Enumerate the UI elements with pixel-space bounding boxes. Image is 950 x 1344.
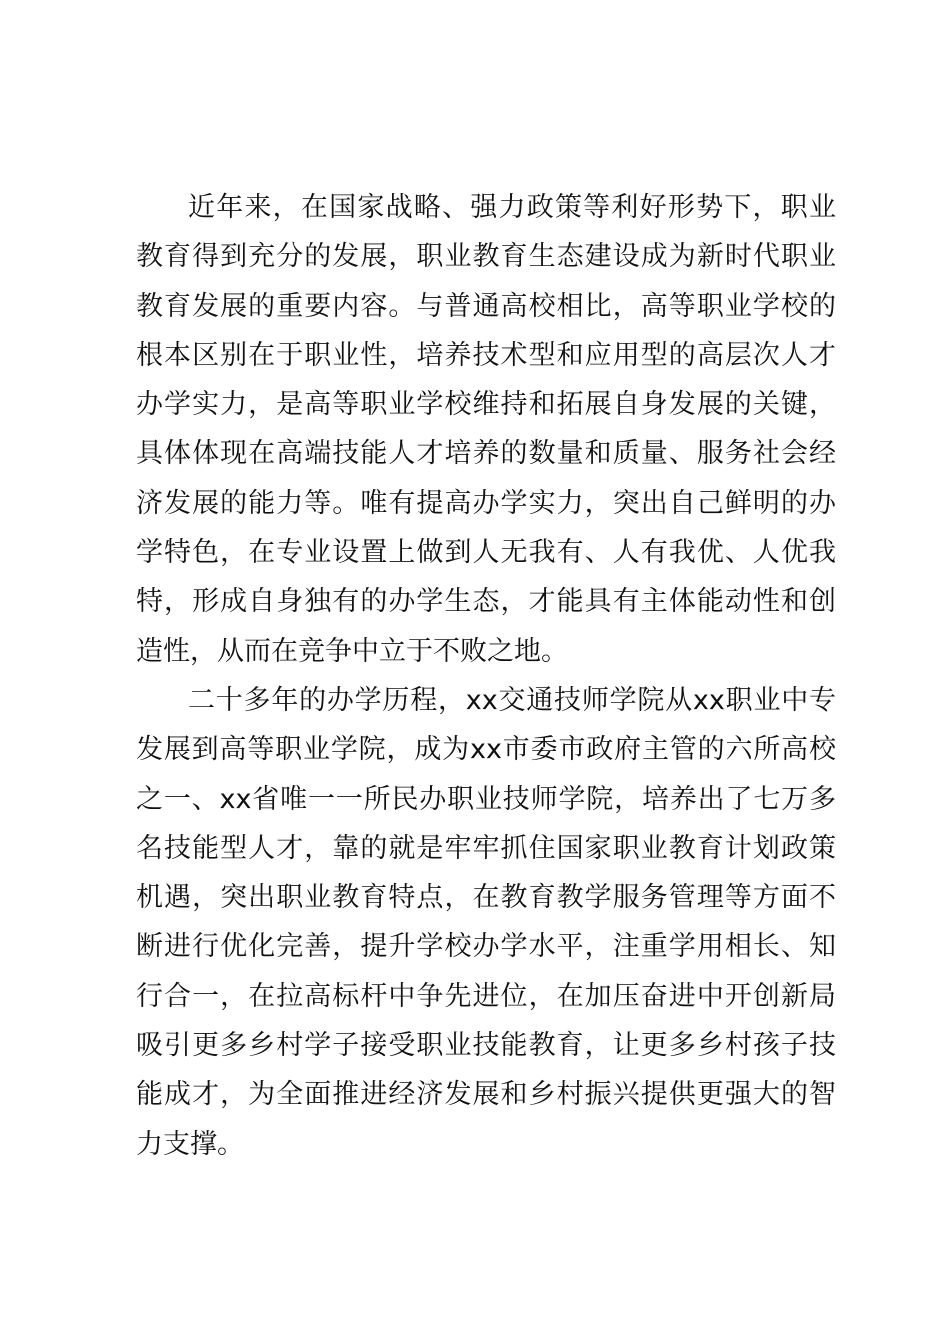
paragraph-line: 教育得到充分的发展，职业教育生态建设成为新时代职业 (136, 241, 836, 273)
paragraph-line: 学特色，在专业设置上做到人无我有、人有我优、人优我 (136, 537, 836, 569)
paragraph-line: 济发展的能力等。唯有提高办学实力，突出自己鲜明的办 (136, 487, 836, 519)
paragraph-line: 吸引更多乡村学子接受职业技能教育，让更多乡村孩子技 (136, 1030, 836, 1062)
paragraph-line: 根本区别在于职业性，培养技术型和应用型的高层次人才 (136, 339, 836, 371)
paragraph-line: 近年来，在国家战略、强力政策等利好形势下，职业 (188, 192, 836, 223)
paragraph-line: 机遇，突出职业教育特点，在教育教学服务管理等方面不 (136, 882, 836, 914)
paragraph-2 (136, 676, 836, 1169)
paragraph-line: 特，形成自身独有的办学生态，才能具有主体能动性和创 (136, 586, 836, 618)
paragraph-1 (136, 183, 836, 676)
paragraph-line: 力支撑。 (136, 1128, 244, 1160)
paragraph-line: 之一、xx省唯一一所民办职业技师学院，培养出了七万多 (136, 783, 836, 815)
paragraph-line: 行合一，在拉高标杆中争先进位，在加压奋进中开创新局 (136, 980, 836, 1012)
body-text (136, 183, 836, 1169)
paragraph-line: 具体体现在高端技能人才培养的数量和质量、服务社会经 (136, 438, 836, 470)
paragraph-line: 断进行优化完善，提升学校办学水平，注重学用相长、知 (136, 931, 836, 963)
paragraph-line: 教育发展的重要内容。与普通高校相比，高等职业学校的 (136, 290, 836, 322)
paragraph-line: 发展到高等职业学院，成为xx市委市政府主管的六所高校 (136, 734, 836, 766)
paragraph-line: 名技能型人才，靠的就是牢牢抓住国家职业教育计划政策 (136, 832, 836, 864)
paragraph-line: 能成才，为全面推进经济发展和乡村振兴提供更强大的智 (136, 1079, 836, 1111)
paragraph-line: 造性，从而在竞争中立于不败之地。 (136, 635, 568, 667)
paragraph-line: 二十多年的办学历程，xx交通技师学院从xx职业中专 (188, 684, 836, 716)
paragraph-line: 办学实力，是高等职业学校维持和拓展自身发展的关键， (136, 389, 836, 421)
